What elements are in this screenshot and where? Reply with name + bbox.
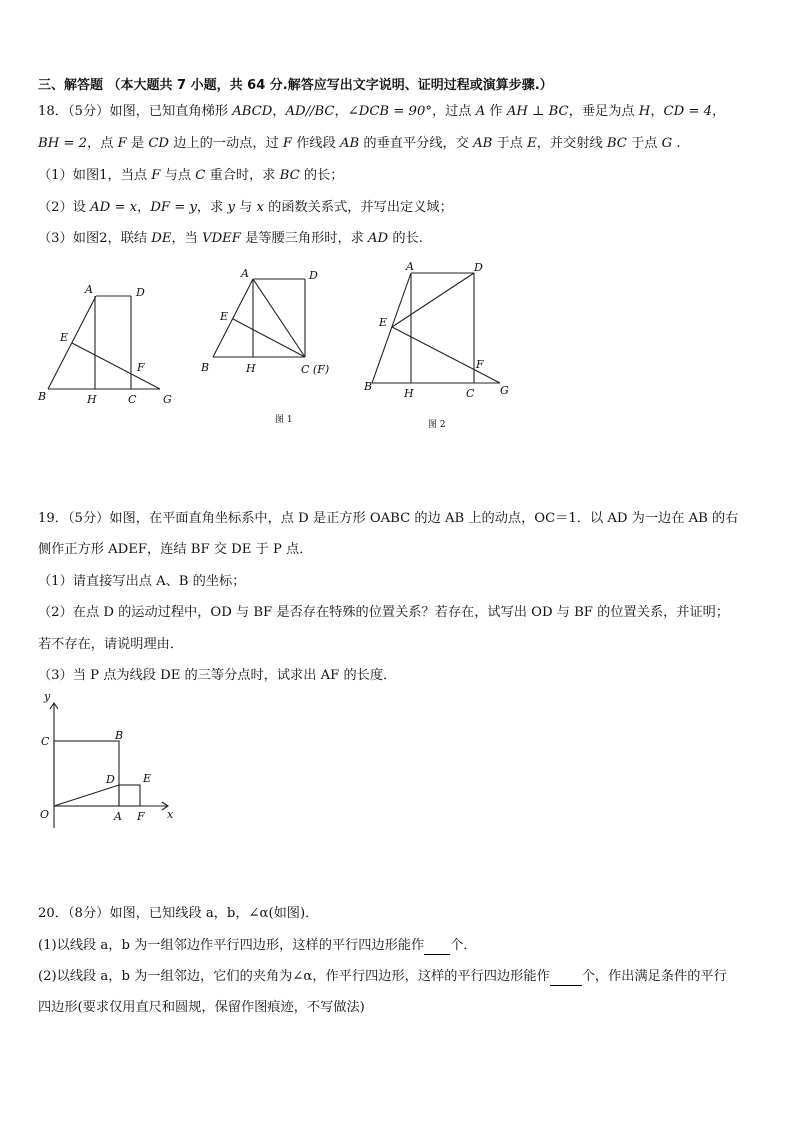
q20-part1: (1)以线段 a，b 为一组邻边作平行四边形，这样的平行四边形能作 个． <box>38 938 477 953</box>
label-d: D <box>309 269 318 282</box>
label-c: C <box>41 735 50 748</box>
q20-line1: 20．（8分）如图，已知线段 a，b，∠α(如图)． <box>38 906 319 921</box>
label-f: F <box>476 358 484 371</box>
label-d: D <box>106 773 115 786</box>
label-h: H <box>87 393 97 406</box>
label-e: E <box>143 772 152 785</box>
label-cf: C (F) <box>301 363 330 376</box>
answer-blank-2[interactable] <box>550 973 582 986</box>
label-f: F <box>137 810 145 823</box>
label-o: O <box>40 808 50 821</box>
label-b: B <box>201 361 210 374</box>
label-b: B <box>115 729 124 742</box>
q19-part1: （1）请直接写出点 A、B 的坐标； <box>38 574 246 589</box>
label-e: E <box>60 331 69 344</box>
line-ba <box>372 273 411 383</box>
q20-part2c: 四边形(要求仅用直尺和圆规，保留作图痕迹，不写做法) <box>38 1000 365 1015</box>
q20-part2: (2)以线段 a，b 为一组邻边，它们的夹角为∠α，作平行四边形，这样的平行四边形能作 个，作出满足条件的平行 <box>38 969 727 984</box>
label-b: B <box>364 380 373 393</box>
label-c: C <box>466 387 475 400</box>
label-a: A <box>406 260 414 273</box>
q18-line1: 18．（5分）如图，已知直角梯形 ABCD，AD//BC，∠DCB = 90°，过点 A 作 AH ⊥ BC，垂足为点 H，CD = 4， <box>38 104 726 119</box>
q19-part2a: （2）在点 D 的运动过程中，OD 与 BF 是否存在特殊的位置关系？若存在，试写出 OD 与 BF 的位置关系，并证明； <box>38 605 730 620</box>
label-x: x <box>167 808 174 821</box>
line-eg <box>72 343 160 389</box>
label-a: A <box>241 267 249 280</box>
label-e: E <box>379 316 388 329</box>
line-od <box>54 785 119 806</box>
line-ed <box>392 273 474 327</box>
label-a: A <box>114 810 122 823</box>
section-header: 三、解答题 （本大题共 7 小题，共 64 分.解答应写出文字说明、证明过程或演算步骤.） <box>38 78 553 93</box>
q19-line2: 侧作正方形 ADEF，连结 BF 交 DE 于 P 点． <box>38 542 313 557</box>
label-g: G <box>500 384 509 397</box>
label-d: D <box>474 261 483 274</box>
figure-caption-2: 图 2 <box>428 420 446 430</box>
q18-part1: （1）如图1，当点 F 与点 C 重合时，求 BC 的长； <box>38 168 344 183</box>
q18-part3: （3）如图2，联结 DE，当 VDEF 是等腰三角形时，求 AD 的长. <box>38 231 423 246</box>
answer-blank-1[interactable] <box>424 942 450 955</box>
line-ec <box>233 319 305 357</box>
line-ba <box>48 296 96 389</box>
label-a: A <box>85 283 93 296</box>
label-g: G <box>163 393 172 406</box>
label-d: D <box>136 286 145 299</box>
q19-part3: （3）当 P 点为线段 DE 的三等分点时，试求出 AF 的长度． <box>38 668 397 683</box>
label-y: y <box>44 690 51 703</box>
line-eg <box>392 327 500 383</box>
label-e: E <box>220 310 229 323</box>
q18-line2: BH = 2，点 F 是 CD 边上的一动点，过 F 作线段 AB 的垂直平分线，交 AB 于点 E，并交射线 BC 于点 G . <box>38 136 681 151</box>
q19-line1: 19．（5分）如图，在平面直角坐标系中，点 D 是正方形 OABC 的边 AB 上的动点，OC＝1．以 AD 为一边在 AB 的右 <box>38 511 739 526</box>
q19-part2b: 若不存在，请说明理由． <box>38 637 184 652</box>
label-h: H <box>404 387 414 400</box>
label-c: C <box>128 393 137 406</box>
label-b: B <box>38 390 47 403</box>
line-ba <box>213 279 253 357</box>
square-adef <box>119 785 140 806</box>
label-f: F <box>137 361 145 374</box>
q18-part2: （2）设 AD = x，DF = y，求 y 与 x 的函数关系式，并写出定义域； <box>38 200 453 215</box>
label-h: H <box>246 362 256 375</box>
figure-caption-1: 图 1 <box>275 415 293 425</box>
figure-19 <box>50 703 168 828</box>
line-ac <box>253 279 305 357</box>
